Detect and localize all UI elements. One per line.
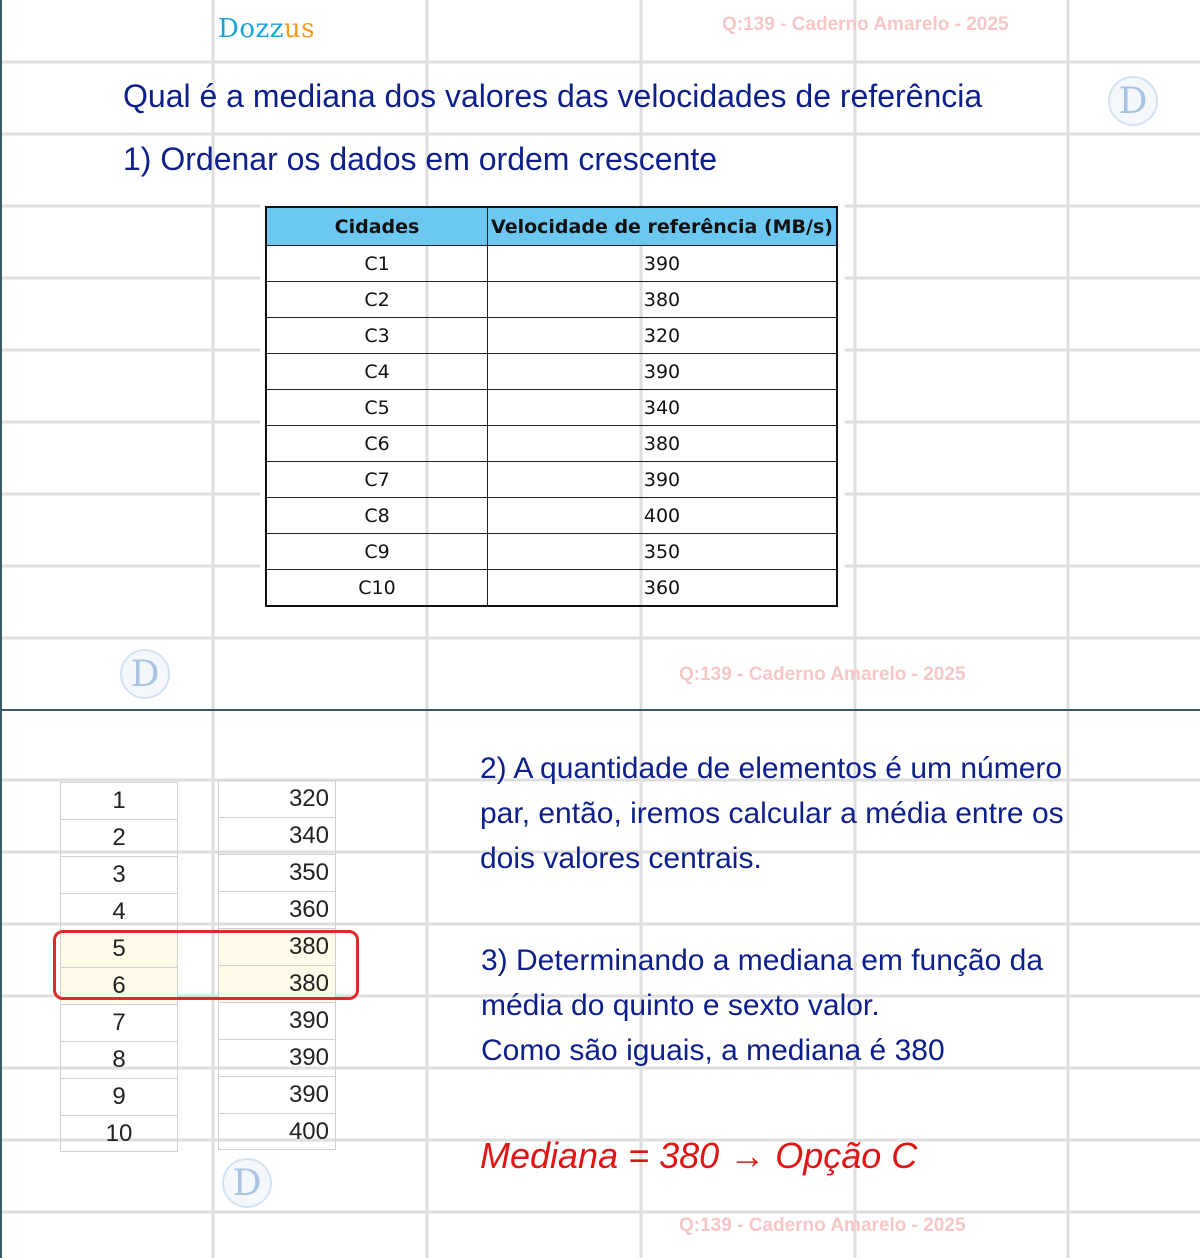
index-cell: 7 — [60, 1004, 178, 1041]
value-cell: 380 — [218, 965, 336, 1002]
city-cell: C8 — [266, 498, 488, 534]
city-cell: C10 — [266, 570, 488, 607]
speed-cell: 350 — [488, 534, 838, 570]
step3-line: média do quinto e sexto valor. — [481, 989, 880, 1022]
step3-line: 3) Determinando a mediana em função da — [481, 944, 1044, 977]
index-cell: 8 — [60, 1041, 178, 1078]
d-logo-icon: D — [120, 649, 170, 699]
table-row — [266, 282, 837, 318]
city-cell: C3 — [266, 318, 488, 354]
speed-cell: 390 — [488, 462, 838, 498]
city-cell: C1 — [266, 246, 488, 282]
step1-text: 1) Ordenar os dados em ordem crescente — [123, 141, 718, 177]
index-cell: 1 — [60, 782, 178, 819]
step3-text — [481, 938, 1043, 1073]
watermark-top: Q:139 - Caderno Amarelo - 2025 — [722, 14, 1009, 35]
value-cell: 360 — [218, 891, 336, 928]
city-cell: C4 — [266, 354, 488, 390]
step2-line: par, então, iremos calcular a média entre os — [480, 797, 1064, 830]
index-cell: 9 — [60, 1078, 178, 1115]
table-row — [266, 426, 837, 462]
speed-table — [265, 206, 838, 607]
index-cell: 4 — [60, 893, 178, 930]
question-title: Qual é a mediana dos valores das velocidades de referência — [123, 78, 983, 114]
step2-text — [480, 746, 1064, 881]
table-row — [266, 462, 837, 498]
speed-cell: 400 — [488, 498, 838, 534]
median-highlight-box — [53, 930, 359, 1000]
table-row — [266, 498, 837, 534]
watermark-middle: Q:139 - Caderno Amarelo - 2025 — [679, 664, 966, 685]
table-row — [266, 246, 837, 282]
watermark-bottom: Q:139 - Caderno Amarelo - 2025 — [679, 1215, 966, 1236]
table-row — [266, 570, 837, 607]
value-cell: 320 — [218, 780, 336, 817]
d-logo-icon: D — [222, 1158, 272, 1208]
value-cell: 340 — [218, 817, 336, 854]
speed-cell: 340 — [488, 390, 838, 426]
speed-cell: 320 — [488, 318, 838, 354]
brand-logo — [218, 14, 315, 44]
speed-cell: 380 — [488, 282, 838, 318]
brand-part2: us — [283, 14, 315, 44]
header-velocidade: Velocidade de referência (MB/s) — [488, 207, 838, 246]
value-cell: 390 — [218, 1076, 336, 1113]
value-cell: 380 — [218, 928, 336, 965]
city-cell: C6 — [266, 426, 488, 462]
index-cell: 10 — [60, 1115, 178, 1152]
step3-line: Como são iguais, a mediana é 380 — [481, 1034, 945, 1067]
value-cell: 390 — [218, 1002, 336, 1039]
speed-cell: 390 — [488, 354, 838, 390]
value-cell: 350 — [218, 854, 336, 891]
index-cell: 5 — [60, 930, 178, 967]
index-cell: 2 — [60, 819, 178, 856]
header-cidades: Cidades — [266, 207, 488, 246]
speed-cell: 380 — [488, 426, 838, 462]
table-row — [266, 390, 837, 426]
table-row — [266, 534, 837, 570]
final-answer: Mediana = 380 → Opção C — [480, 1135, 918, 1176]
speed-cell: 390 — [488, 246, 838, 282]
d-logo-icon: D — [1108, 76, 1158, 126]
value-cell: 400 — [218, 1113, 336, 1150]
city-cell: C7 — [266, 462, 488, 498]
table-row — [266, 354, 837, 390]
index-cell: 3 — [60, 856, 178, 893]
step2-line: dois valores centrais. — [480, 842, 762, 875]
city-cell: C5 — [266, 390, 488, 426]
index-cell: 6 — [60, 967, 178, 1004]
table-header-row — [266, 207, 837, 246]
left-border — [0, 0, 2, 1258]
city-cell: C2 — [266, 282, 488, 318]
table-row — [266, 318, 837, 354]
step2-line: 2) A quantidade de elementos é um número — [480, 752, 1063, 785]
speed-cell: 360 — [488, 570, 838, 607]
brand-part1: Dozz — [218, 14, 284, 44]
section-separator — [0, 709, 1200, 711]
value-cell: 390 — [218, 1039, 336, 1076]
city-cell: C9 — [266, 534, 488, 570]
